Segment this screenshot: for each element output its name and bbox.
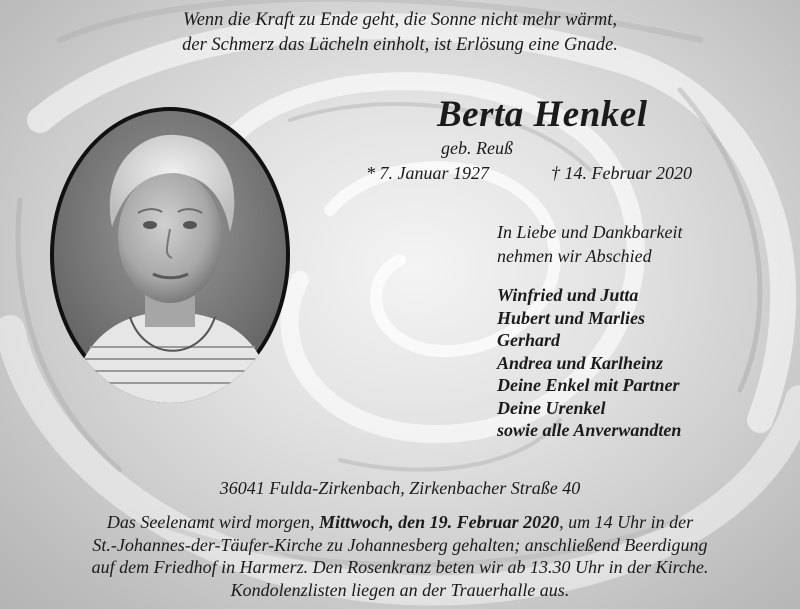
service-date: Mittwoch, den 19. Februar 2020 [319,512,560,532]
death-date: † 14. Februar 2020 [551,163,692,183]
mourner-entry: Gerhard [497,330,561,350]
maiden-name: geb. Reuß [441,138,513,158]
deceased-name: Berta Henkel [437,94,648,135]
verse [0,8,800,58]
family-address: 36041 Fulda-Zirkenbach, Zirkenbacher Straße 40 [219,478,581,498]
notice-text: Das Seelenamt wird morgen, [106,512,320,532]
mourner-entry: sowie alle Anverwandten [497,420,682,440]
notice-line: St.-Johannes-der-Täufer-Kirche zu Johannesberg gehalten; anschließend Beerdigung [92,534,708,555]
mourner-entry: Deine Enkel mit Partner [497,375,680,395]
portrait-image [50,107,290,403]
farewell-line: nehmen wir Abschied [497,246,652,266]
farewell-line: In Liebe und Dankbarkeit [497,222,683,242]
mourner-entry: Andrea und Karlheinz [497,352,664,373]
funeral-notice [0,511,800,601]
portrait-photo [50,107,290,403]
verse-line: der Schmerz das Lächeln einholt, ist Erlösung eine Gnade. [182,35,618,55]
notice-line: Kondolenzlisten liegen an der Trauerhalle aus. [230,579,570,600]
mourners-list [497,284,681,442]
birth-date: * 7. Januar 1927 [366,163,489,183]
notice-line [0,511,800,534]
mourner-entry: Winfried und Jutta [497,285,639,305]
farewell-text [497,220,682,268]
notice-line: auf dem Friedhof in Harmerz. Den Rosenkranz beten wir ab 13.30 Uhr in der Kirche. [91,557,709,577]
notice-text: , um 14 Uhr in der [559,512,694,532]
verse-line: Wenn die Kraft zu Ende geht, die Sonne nicht mehr wärmt, [182,10,618,30]
mourner-entry: Deine Urenkel [497,397,606,418]
mourner-entry: Hubert und Marlies [497,307,646,328]
life-dates [366,163,692,184]
